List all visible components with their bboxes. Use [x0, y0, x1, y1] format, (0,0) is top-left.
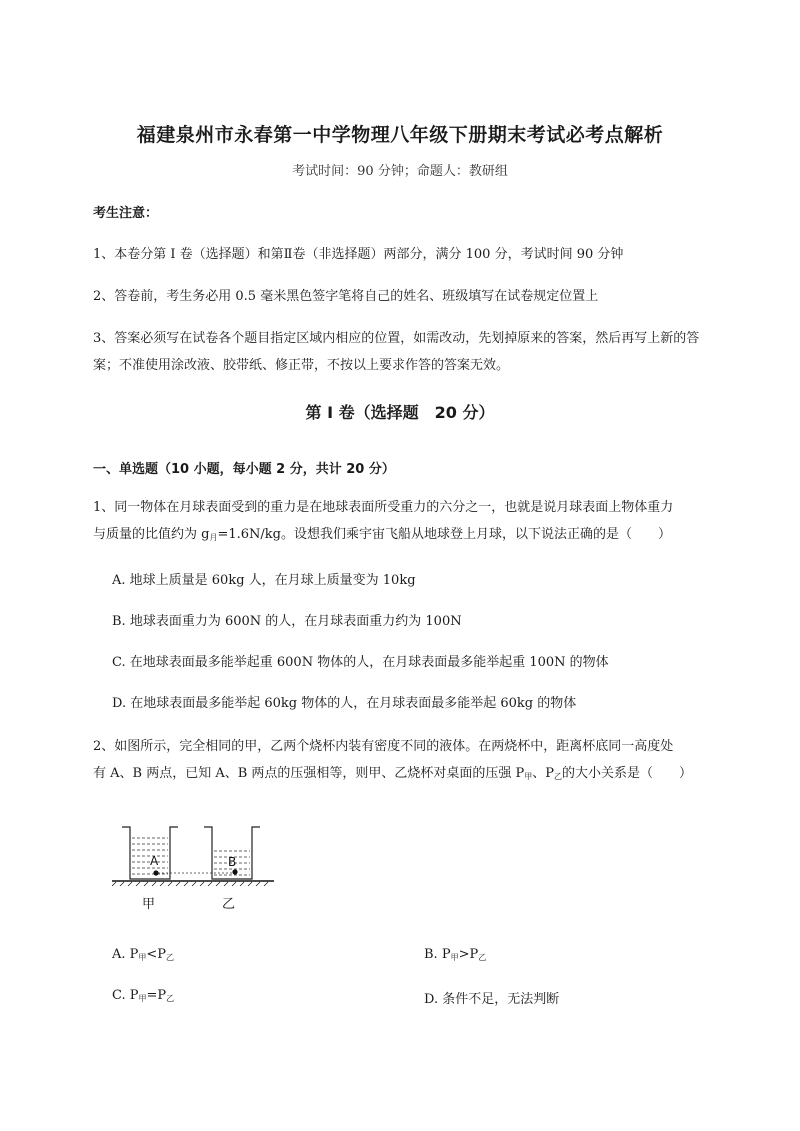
q2-stem-sub1: 甲 [524, 772, 533, 781]
q1-stem-sub: 月 [209, 533, 218, 542]
q1-option-d[interactable]: D. 在地球表面最多能举起 60kg 物体的人，在月球表面最多能举起 60kg 的物体 [112, 696, 577, 711]
q2-stem-pre: 有 A、B 两点，已知 A、B 两点的压强相等，则甲、乙烧杯对桌面的压强 P [93, 766, 525, 781]
notice-heading: 考生注意： [93, 206, 159, 221]
point-a-dot [153, 870, 158, 875]
q1-stem-post: =1.6N/kg。设想我们乘宇宙飞船从地球登上月球，以下说法正确的是（ ） [217, 527, 671, 542]
q2-option-a[interactable]: A. $P_甲<P_乙$ [112, 947, 175, 962]
q2-stem-post: 的大小关系是（ ） [562, 766, 693, 781]
beaker-left [122, 827, 178, 879]
q1-option-a[interactable]: A. 地球上质量是 60kg 人，在月球上质量变为 10kg [112, 573, 416, 588]
beakers-figure [112, 820, 277, 920]
q1-option-c[interactable]: C. 在地球表面最多能举起重 600N 物体的人，在月球表面最多能举起重 100N 的物体 [112, 655, 609, 670]
notice-item-1: 1、本卷分第 I 卷（选择题）和第Ⅱ卷（非选择题）两部分，满分 100 分，考试时间 90 分钟 [93, 247, 624, 262]
q2-stem-mid: 、P [532, 766, 555, 781]
point-b-label: B [228, 855, 237, 869]
question-group-title: 一、单选题（10 小题，每小题 2 分，共计 20 分） [93, 462, 395, 477]
exam-subtitle: 考试时间：90 分钟；命题人：教研组 [292, 164, 508, 179]
point-b-dot [232, 869, 237, 874]
label-left: 甲 [142, 897, 156, 912]
notice-item-2: 2、答卷前，考生务必用 0.5 毫米黑色签字笔将自己的姓名、班级填写在试卷规定位置上 [93, 289, 599, 304]
q2-option-b[interactable]: B. $P_甲>P_乙$ [424, 947, 487, 962]
q2-stem-sub2: 乙 [554, 772, 563, 781]
page-title: 福建泉州市永春第一中学物理八年级下册期末考试必考点解析 [136, 124, 664, 146]
q1-stem-line1: 1、同一物体在月球表面受到的重力是在地球表面所受重力的六分之一，也就是说月球表面上物体重力 [93, 500, 674, 515]
section-title: 第 I 卷（选择题 20 分） [305, 403, 495, 422]
q1-stem-line2 [93, 521, 671, 551]
q2-stem-line2 [93, 760, 692, 790]
q2-option-c[interactable]: C. $P_甲=P_乙$ [112, 988, 175, 1003]
label-right: 乙 [222, 897, 236, 912]
beaker-right [204, 827, 260, 879]
q1-option-b[interactable]: B. 地球表面重力为 600N 的人，在月球表面重力约为 100N [112, 614, 462, 629]
q1-stem-pre: 与质量的比值约为 g [93, 527, 210, 542]
point-a-label: A [150, 854, 159, 868]
q2-stem-line1: 2、如图所示，完全相同的甲，乙两个烧杯内装有密度不同的液体。在两烧杯中，距离杯底同一高度处 [93, 739, 674, 754]
table-surface [112, 881, 274, 886]
notice-item-3: 3、答案必须写在试卷各个题目指定区域内相应的位置，如需改动，先划掉原来的答案，然后再写上新的答案；不准使用涂改液、胶带纸、修正带，不按以上要求作答的答案无效。 [93, 331, 700, 373]
q2-option-d[interactable]: D. 条件不足，无法判断 [424, 992, 560, 1007]
